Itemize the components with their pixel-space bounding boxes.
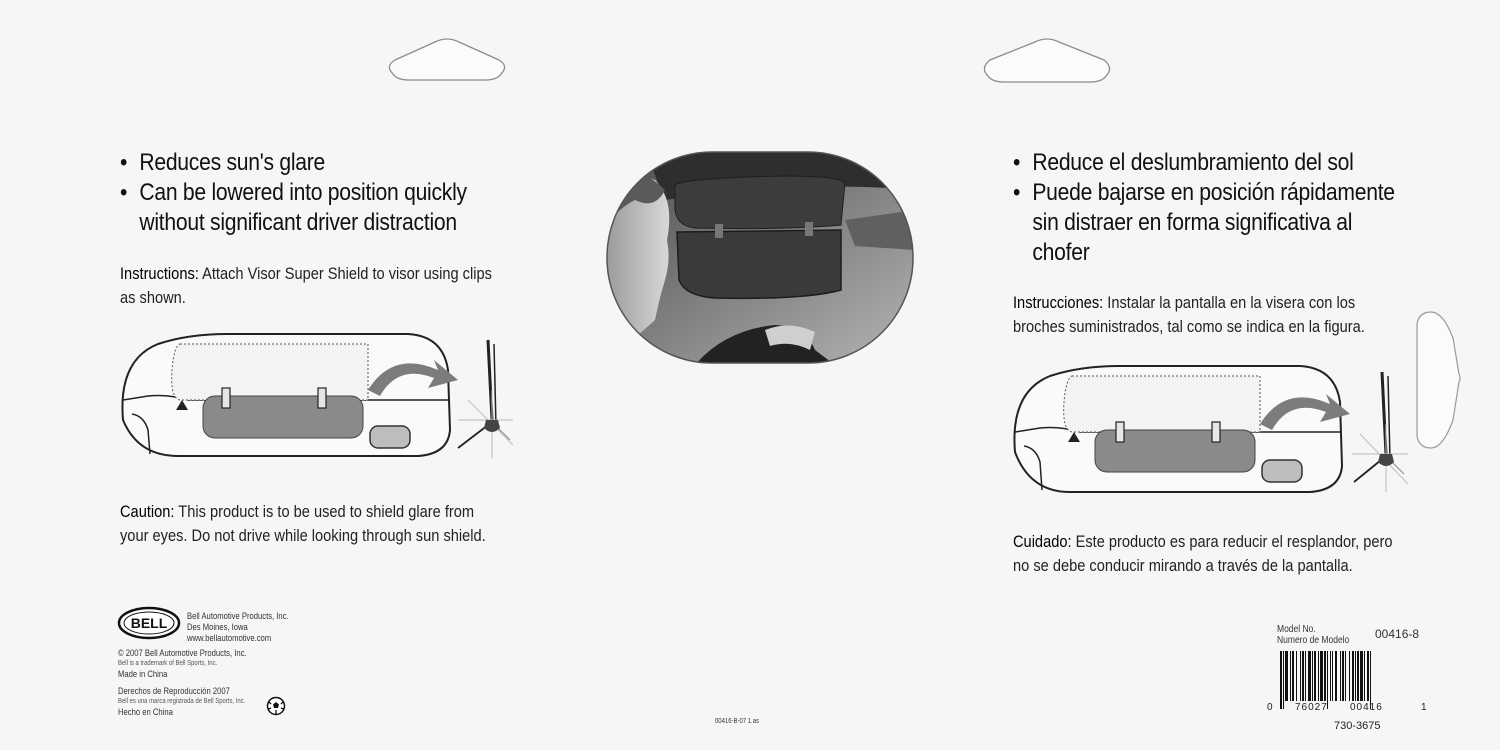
caution-en-line1: This product is to be used to shield glare from (174, 502, 475, 521)
clip-es-2 (1212, 422, 1220, 442)
company-name: Bell Automotive Products, Inc. (187, 611, 289, 621)
product-photo (605, 150, 915, 365)
instructions-en-line2: as shown. (120, 288, 186, 307)
instructions-en-label: Instructions: (120, 264, 199, 283)
model-number: 00416-8 (1375, 627, 1420, 641)
barcode-bar (1364, 651, 1365, 701)
instructions-en-line1: Attach Visor Super Shield to visor using clips (198, 264, 492, 283)
company-block (187, 611, 289, 644)
barcode-digit-check: 1 (1421, 702, 1427, 713)
bullet-es-2: • Puede bajarse en posición rápidamente (1013, 178, 1395, 208)
soccer-ball-icon (266, 696, 286, 716)
barcode-sku: 730-3675 (1334, 720, 1381, 732)
barcode-bar (1312, 651, 1313, 701)
print-code: 00416-B-07 1.as (715, 718, 760, 725)
barcode-bar (1318, 651, 1319, 701)
barcode-bar (1360, 651, 1363, 701)
barcode-bar (1308, 651, 1311, 701)
bullet-es-4: chofer (1032, 239, 1090, 266)
barcode-bar (1352, 651, 1354, 701)
hang-hole-right (980, 36, 1115, 86)
barcode-bar (1283, 651, 1284, 709)
barcode-bar (1324, 651, 1326, 701)
caution-es (1013, 530, 1393, 578)
bullet-en-3: without significant driver distraction (139, 209, 457, 236)
marca-text: Bell es una marca registrada de Bell Sports, Inc. (118, 698, 246, 705)
clip-en-1 (222, 388, 230, 408)
barcode-bar (1280, 651, 1282, 709)
barcode-bar (1355, 651, 1356, 701)
clip-detail-en (458, 340, 513, 458)
barcode-bar (1305, 651, 1306, 701)
barcode-bar (1332, 651, 1333, 701)
hecho-text: Hecho en China (118, 707, 173, 717)
visor-diagram-en (118, 330, 513, 460)
bell-logo-text: BELL (130, 615, 168, 631)
trademark-text: Bell is a trademark of Bell Sports, Inc. (118, 660, 218, 667)
caution-en-label: Caution: (120, 502, 175, 521)
model-label-es: Numero de Modelo (1277, 635, 1350, 646)
clip-detail-es (1352, 372, 1408, 492)
spanish-bullets (1013, 148, 1447, 268)
caution-es-line2: no se debe conducir mirando a través de la pantalla. (1013, 556, 1353, 575)
barcode-bar (1302, 651, 1304, 701)
barcode-bar (1285, 651, 1288, 701)
barcode-bar (1335, 651, 1337, 701)
instructions-es-line1: Instalar la pantalla en la visera con los (1103, 293, 1356, 312)
barcode-bar (1367, 651, 1369, 701)
instructions-es (1013, 291, 1365, 339)
bullet-es-1: • Reduce el deslumbramiento del sol (1013, 148, 1395, 178)
barcode-bar (1342, 651, 1344, 701)
model-label-en: Model No. (1277, 624, 1316, 635)
copyright-text: © 2007 Bell Automotive Products, Inc. (118, 648, 247, 658)
caution-es-label: Cuidado: (1013, 532, 1072, 551)
english-bullets (120, 148, 514, 238)
hang-hole-left (385, 36, 510, 86)
company-website: www.bellautomotive.com (187, 633, 272, 643)
made-in-text: Made in China (118, 669, 168, 679)
barcode-bar (1327, 651, 1328, 709)
caution-es-line1: Este producto es para reducir el resplandor, pero (1071, 532, 1393, 551)
barcode-digit-0: 0 (1267, 702, 1273, 713)
barcode-digit-group2: 00416 (1350, 702, 1383, 713)
bell-logo (117, 606, 181, 640)
bullet-es-3: sin distraer en forma significativa al (1032, 209, 1353, 236)
bullet-en-1: • Reduces sun's glare (120, 148, 467, 178)
barcode-bar (1345, 651, 1346, 701)
side-tab-right (1413, 310, 1463, 450)
barcode-digit-group1: 76027 (1295, 702, 1328, 713)
barcode-bar (1320, 651, 1323, 701)
visor-diagram-es (1010, 362, 1410, 497)
barcode-bar (1370, 651, 1371, 709)
derechos-text: Derechos de Reproducción 2007 (118, 686, 230, 696)
model-block (1277, 624, 1437, 646)
barcode-bar (1357, 651, 1359, 701)
company-city: Des Moines, Iowa (187, 622, 248, 632)
barcode-bar (1340, 651, 1341, 701)
clip-es-1 (1116, 422, 1124, 442)
legal-block (118, 648, 247, 718)
barcode-bar (1349, 651, 1350, 701)
barcode-bar (1330, 651, 1331, 701)
bullet-en-2: • Can be lowered into position quickly (120, 178, 467, 208)
instructions-es-line2: broches suministrados, tal como se indica en la figura. (1013, 317, 1365, 336)
barcode-bar (1314, 651, 1316, 701)
clip-en-2 (318, 388, 326, 408)
caution-en-line2: your eyes. Do not drive while looking through sun shield. (120, 526, 486, 545)
barcode-bar (1300, 651, 1301, 701)
barcode-bar (1290, 651, 1291, 701)
caution-en (120, 500, 486, 548)
barcode-bar (1292, 651, 1294, 701)
barcode-bar (1296, 651, 1297, 701)
instructions-en (120, 262, 492, 310)
instructions-es-label: Instrucciones: (1013, 293, 1104, 312)
